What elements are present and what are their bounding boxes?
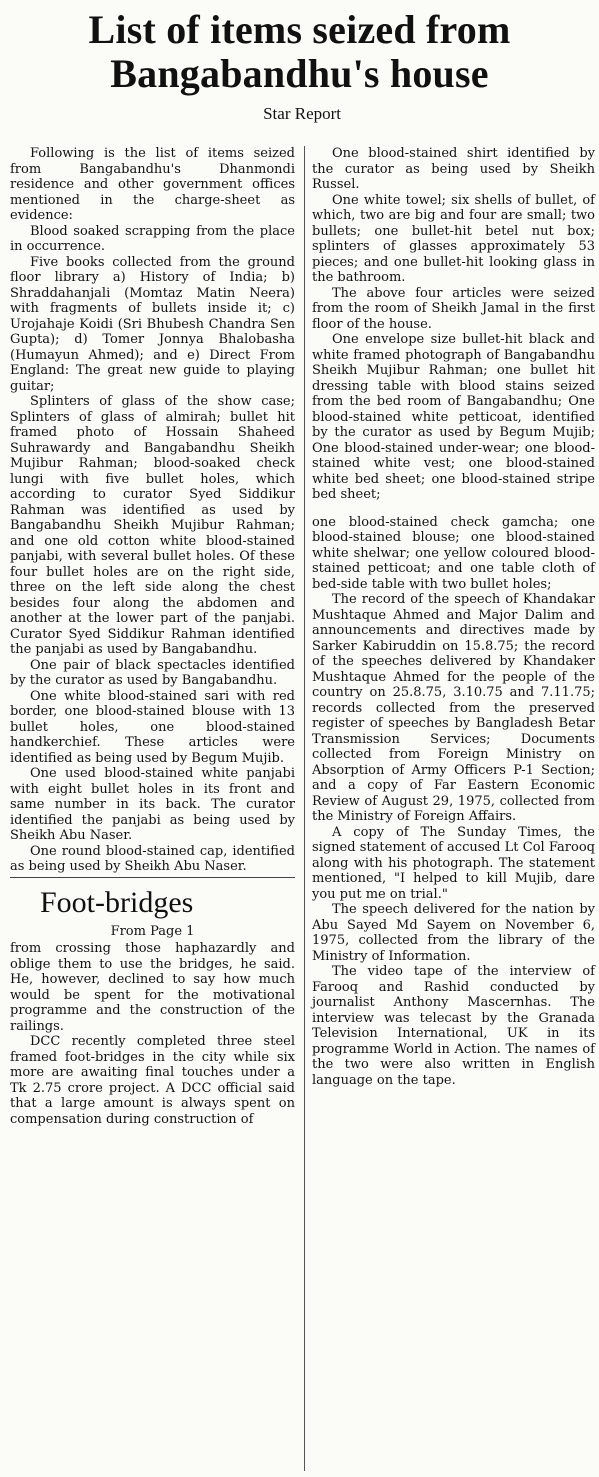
footbridges-heading: Foot-bridges [40, 885, 194, 919]
paragraph: Five books collected from the ground floor library a) History of India; b) Shraddahanjali (Momtaz Matin Neera) with fragments of bullets inside it; c) Urojahaje Koidi (Sri Bhubesh Chandra Sen Gupta); d) Tomer Jonnya Bhalobasha (Humayun Ahmed); and e) Direct From England: The great new guide to playing guitar; [10, 254, 295, 394]
paragraph: Splinters of glass of the show case; Splinters of glass of almirah; bullet hit framed photo of Hossain Shaheed Suhrawardy and Bangabandhu Sheikh Mujibur Rahman; blood-soaked check lungi with five bullet holes, which according to curator Syed Siddikur Rahman was identified as used by Bangabandhu Sheikh Mujibur Rahman; and one old cotton white blood-stained panjabi, with several bullet holes. Of these four bullet holes are on the right side, three on the left side along the chest besides four along the abdomen and another at the lower part of the panjabi. Curator Syed Siddikur Rahman identified the panjabi as used by Bangabandhu. [10, 394, 295, 657]
paragraph: One pair of black spectacles identified by the curator as used by Bangabandhu. [10, 657, 295, 688]
paragraph: DCC recently completed three steel framed foot-bridges in the city while six more are awaiting final touches under a Tk 2.75 crore project. A DCC official said that a large amount is always spent on compensation during construction of [10, 1034, 295, 1127]
column-divider [304, 146, 305, 1471]
section-divider [10, 877, 295, 878]
paragraph: One envelope size bullet-hit black and white framed photograph of Bangabandhu Sheikh Mujibur Rahman; one bullet hit dressing table with blood stains seized from the bed room of Bangabandhu; One blood-stained white petticoat, identified by the curator as used by Begum Mujib; One blood-stained under-wear; one blood-stained white vest; one blood-stained white bed sheet; one blood-stained stripe bed sheet; [312, 332, 595, 502]
paragraph: One used blood-stained white panjabi with eight bullet holes in its front and same number in its back. The curator identified the panjabi as being used by Sheikh Abu Naser. [10, 766, 295, 843]
headline-line-1: List of items seized from [88, 7, 511, 52]
paragraph: Following is the list of items seized from Bangabandhu's Dhanmondi residence and other government offices mentioned in the charge-sheet as evidence: [10, 146, 295, 223]
paragraph: One white blood-stained sari with red border, one blood-stained blouse with 13 bullet holes, one blood-stained handkerchief. These articles were identified as being used by Begum Mujib. [10, 688, 295, 766]
paragraph: Blood soaked scrapping from the place in occurrence. [10, 223, 295, 254]
paragraph: one blood-stained check gamcha; one blood-stained blouse; one blood-stained white shelwar; one yellow coloured blood-stained petticoat; and one table cloth of bed-side table with two bullet holes; [312, 514, 595, 592]
paragraph: One round blood-stained cap, identified as being used by Sheikh Abu Naser. [10, 843, 295, 874]
paragraph: A copy of The Sunday Times, the signed statement of accused Lt Col Farooq along with his photograph. The statement mentioned, "I helped to kill Mujib, dare you put me on trial." [312, 824, 595, 902]
paragraph: The record of the speech of Khandakar Mushtaque Ahmed and Major Dalim and announcements and directives made by Sarker Kabiruddin on 15.8.75; the record of the speeches delivered by Khandaker Mushtaque Ahmed for the people of the country on 25.8.75, 3.10.75 and 7.11.75; records collected from the preserved register of speeches by Bangladesh Betar Transmission Services; Documents collected from Foreign Ministry on Absorption of Army Officers P-1 Section; and a copy of Far Eastern Economic Review of August 29, 1975, collected from the Ministry of Foreign Affairs. [312, 592, 595, 824]
byline: Star Report [263, 104, 341, 123]
right-column [312, 146, 595, 1088]
paragraph: The video tape of the interview of Farooq and Rashid conducted by journalist Anthony Mascernhas. The interview was telecast by the Granada Television International, UK in its programme World in Action. The names of the two were also written in English language on the tape. [312, 964, 595, 1088]
paragraph: One white towel; six shells of bullet, of which, two are big and four are small; two bullets; one bullet-hit betel nut box; splinters of glasses approximately 53 pieces; and one bullet-hit looking glass in the bathroom. [312, 192, 595, 285]
clipping-gap [312, 503, 595, 515]
paragraph: The above four articles were seized from the room of Sheikh Jamal in the first floor of the house. [312, 285, 595, 332]
paragraph: from crossing those haphazardly and oblige them to use the bridges, he said. He, however, declined to say how much would be spent for the motivational programme and the construction of the railings. [10, 941, 295, 1034]
continued-label: From Page 1 [110, 923, 195, 939]
headline-line-2: Bangabandhu's house [110, 51, 489, 96]
left-column [10, 146, 295, 1127]
paragraph: The speech delivered for the nation by Abu Sayed Md Sayem on November 6, 1975, collected from the library of the Ministry of Information. [312, 902, 595, 964]
headline [0, 8, 599, 96]
paragraph: One blood-stained shirt identified by the curator as being used by Sheikh Russel. [312, 146, 595, 192]
